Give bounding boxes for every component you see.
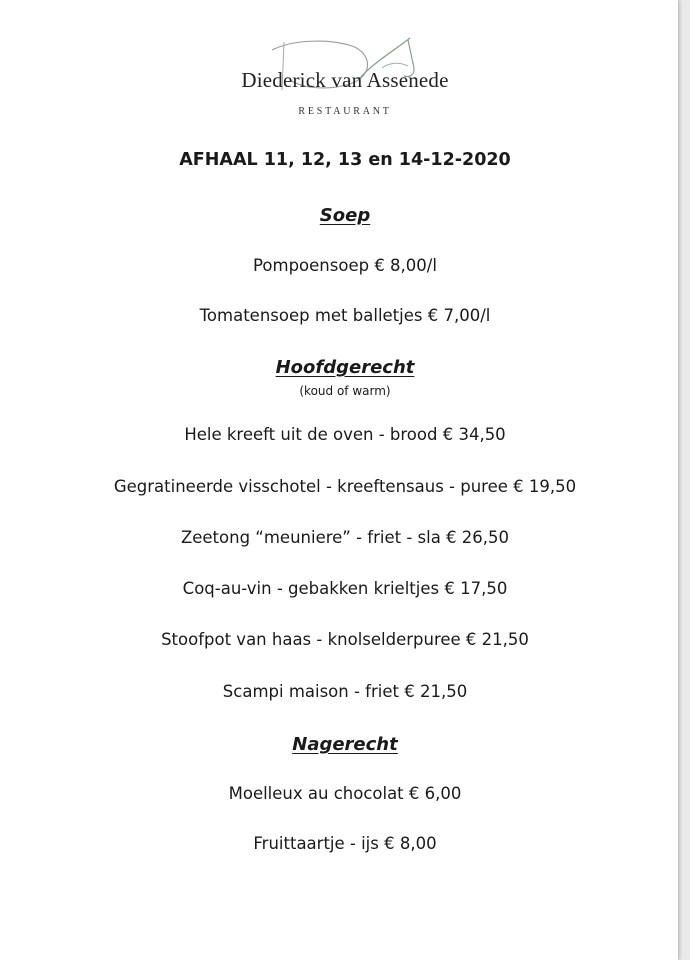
menu-item: Hele kreeft uit de oven - brood € 34,50 [184, 425, 506, 444]
menu-item: Pompoensoep € 8,00/l [253, 256, 437, 275]
section-heading-hoofdgerecht: Hoofdgerecht [275, 357, 415, 378]
menu-item: Gegratineerde visschotel - kreeftensaus - puree € 19,50 [113, 477, 577, 496]
menu-item: Moelleux au chocolat € 6,00 [228, 784, 462, 803]
menu-item: Zeetong “meuniere” - friet - sla € 26,50 [180, 528, 510, 547]
menu-item: Coq-au-vin - gebakken krieltjes € 17,50 [182, 579, 508, 598]
menu-item: Stoofpot van haas - knolselderpuree € 21,50 [161, 630, 529, 649]
menu-item: Scampi maison - friet € 21,50 [222, 682, 468, 701]
section-heading-nagerecht: Nagerecht [292, 734, 398, 755]
restaurant-subtitle: RESTAURANT [298, 106, 392, 117]
menu-item: Fruittaartje - ijs € 8,00 [253, 834, 437, 853]
menu-title: AFHAAL 11, 12, 13 en 14-12-2020 [179, 150, 511, 170]
menu-item: Tomatensoep met balletjes € 7,00/l [199, 306, 491, 325]
section-note: (koud of warm) [299, 384, 391, 398]
restaurant-name: Diederick van Assenede [241, 68, 449, 92]
section-heading-soep: Soep [319, 205, 371, 226]
